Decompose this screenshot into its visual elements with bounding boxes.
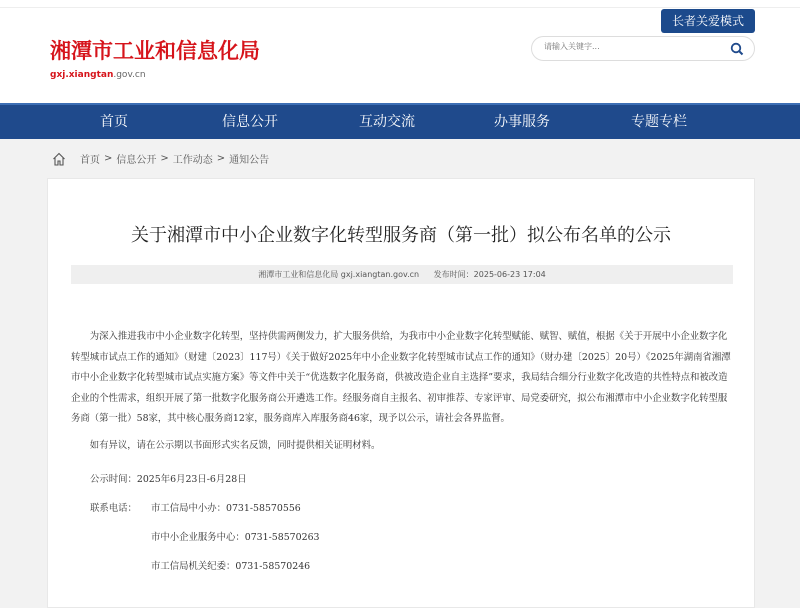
article-date: 发布时间：2025-06-23 17:04 xyxy=(433,270,546,279)
site-header xyxy=(0,8,800,103)
contact-item: 市工信局中小办：0731-58570556 xyxy=(151,503,301,514)
breadcrumb-sep: > xyxy=(216,153,226,164)
article-title: 关于湘潭市中小企业数字化转型服务商（第一批）拟公布名单的公示 xyxy=(131,225,671,246)
elder-mode-button[interactable]: 长者关爱模式 xyxy=(661,9,755,33)
nav-special-topics[interactable]: 专题专栏 xyxy=(631,114,687,130)
article-panel xyxy=(47,178,755,608)
url-bold: gxj.xiangtan xyxy=(50,70,114,80)
nav-services[interactable]: 办事服务 xyxy=(494,114,550,130)
main-nav xyxy=(0,103,800,139)
article-body xyxy=(71,327,733,456)
article-source: 湘潭市工业和信息化局 gxj.xiangtan.gov.cn xyxy=(258,270,420,279)
nav-interaction[interactable]: 互动交流 xyxy=(359,114,415,130)
article-meta xyxy=(71,265,733,284)
contact-label: 联系电话： xyxy=(90,503,137,514)
breadcrumb-info[interactable]: 信息公开 xyxy=(116,155,157,166)
breadcrumb-sep: > xyxy=(160,153,169,164)
breadcrumb xyxy=(52,151,269,166)
home-icon xyxy=(52,152,66,166)
search-icon[interactable] xyxy=(730,42,744,56)
site-logo-title[interactable]: 湘潭市工业和信息化局 xyxy=(50,39,260,63)
breadcrumb-sep: > xyxy=(104,153,113,164)
top-strip xyxy=(0,0,800,8)
url-rest: .gov.cn xyxy=(113,70,146,80)
article-paragraph: 如有异议，请在公示期以书面形式实名反馈，同时提供相关证明材料。 xyxy=(89,439,381,451)
nav-info-disclosure[interactable]: 信息公开 xyxy=(222,114,278,130)
search-box xyxy=(531,36,755,61)
contact-item: 市工信局机关纪委：0731-58570246 xyxy=(151,561,311,572)
article-paragraph: 为深入推进我市中小企业数字化转型，坚持供需两侧发力，扩大服务供给，为我市中小企业数字化转型赋能、赋智、赋值，根据《关于开展中小企业数字化转型城市试点工作的通知》（财建〔2023〕117号）《关于做好2025年中小企业数字化转型城市试点工作的通知》（财办建〔2025〕20号）《2025年湖南省湘潭市中小企业数字化转型城市试点实施方案》等文件中关于“优选数字化服务商，供被改造企业自主选择”要求，我局结合细分行业数字化改造的共性特点和被改造企业的个性需求，组织开展了第一批数字化服务商公开遴选工作。经服务商自主报名、初审推荐、专家评审、局党委研究，拟公布湘潭市中小企业数字化转型服务商（第一批）58家，其中核心服务商12家，服务商库入库服务商46家，现予以公示，请社会各界监督。 xyxy=(71,331,731,424)
site-logo-url xyxy=(50,70,146,80)
contact-item: 市中小企业服务中心：0731-58570263 xyxy=(151,532,320,543)
breadcrumb-work[interactable]: 工作动态 xyxy=(172,155,213,166)
nav-home[interactable]: 首页 xyxy=(100,114,128,130)
search-input[interactable] xyxy=(544,42,724,51)
notice-period: 公示时间：2025年6月23日-6月28日 xyxy=(90,474,247,485)
breadcrumb-home[interactable]: 首页 xyxy=(80,155,100,166)
breadcrumb-notices[interactable]: 通知公告 xyxy=(229,155,270,166)
